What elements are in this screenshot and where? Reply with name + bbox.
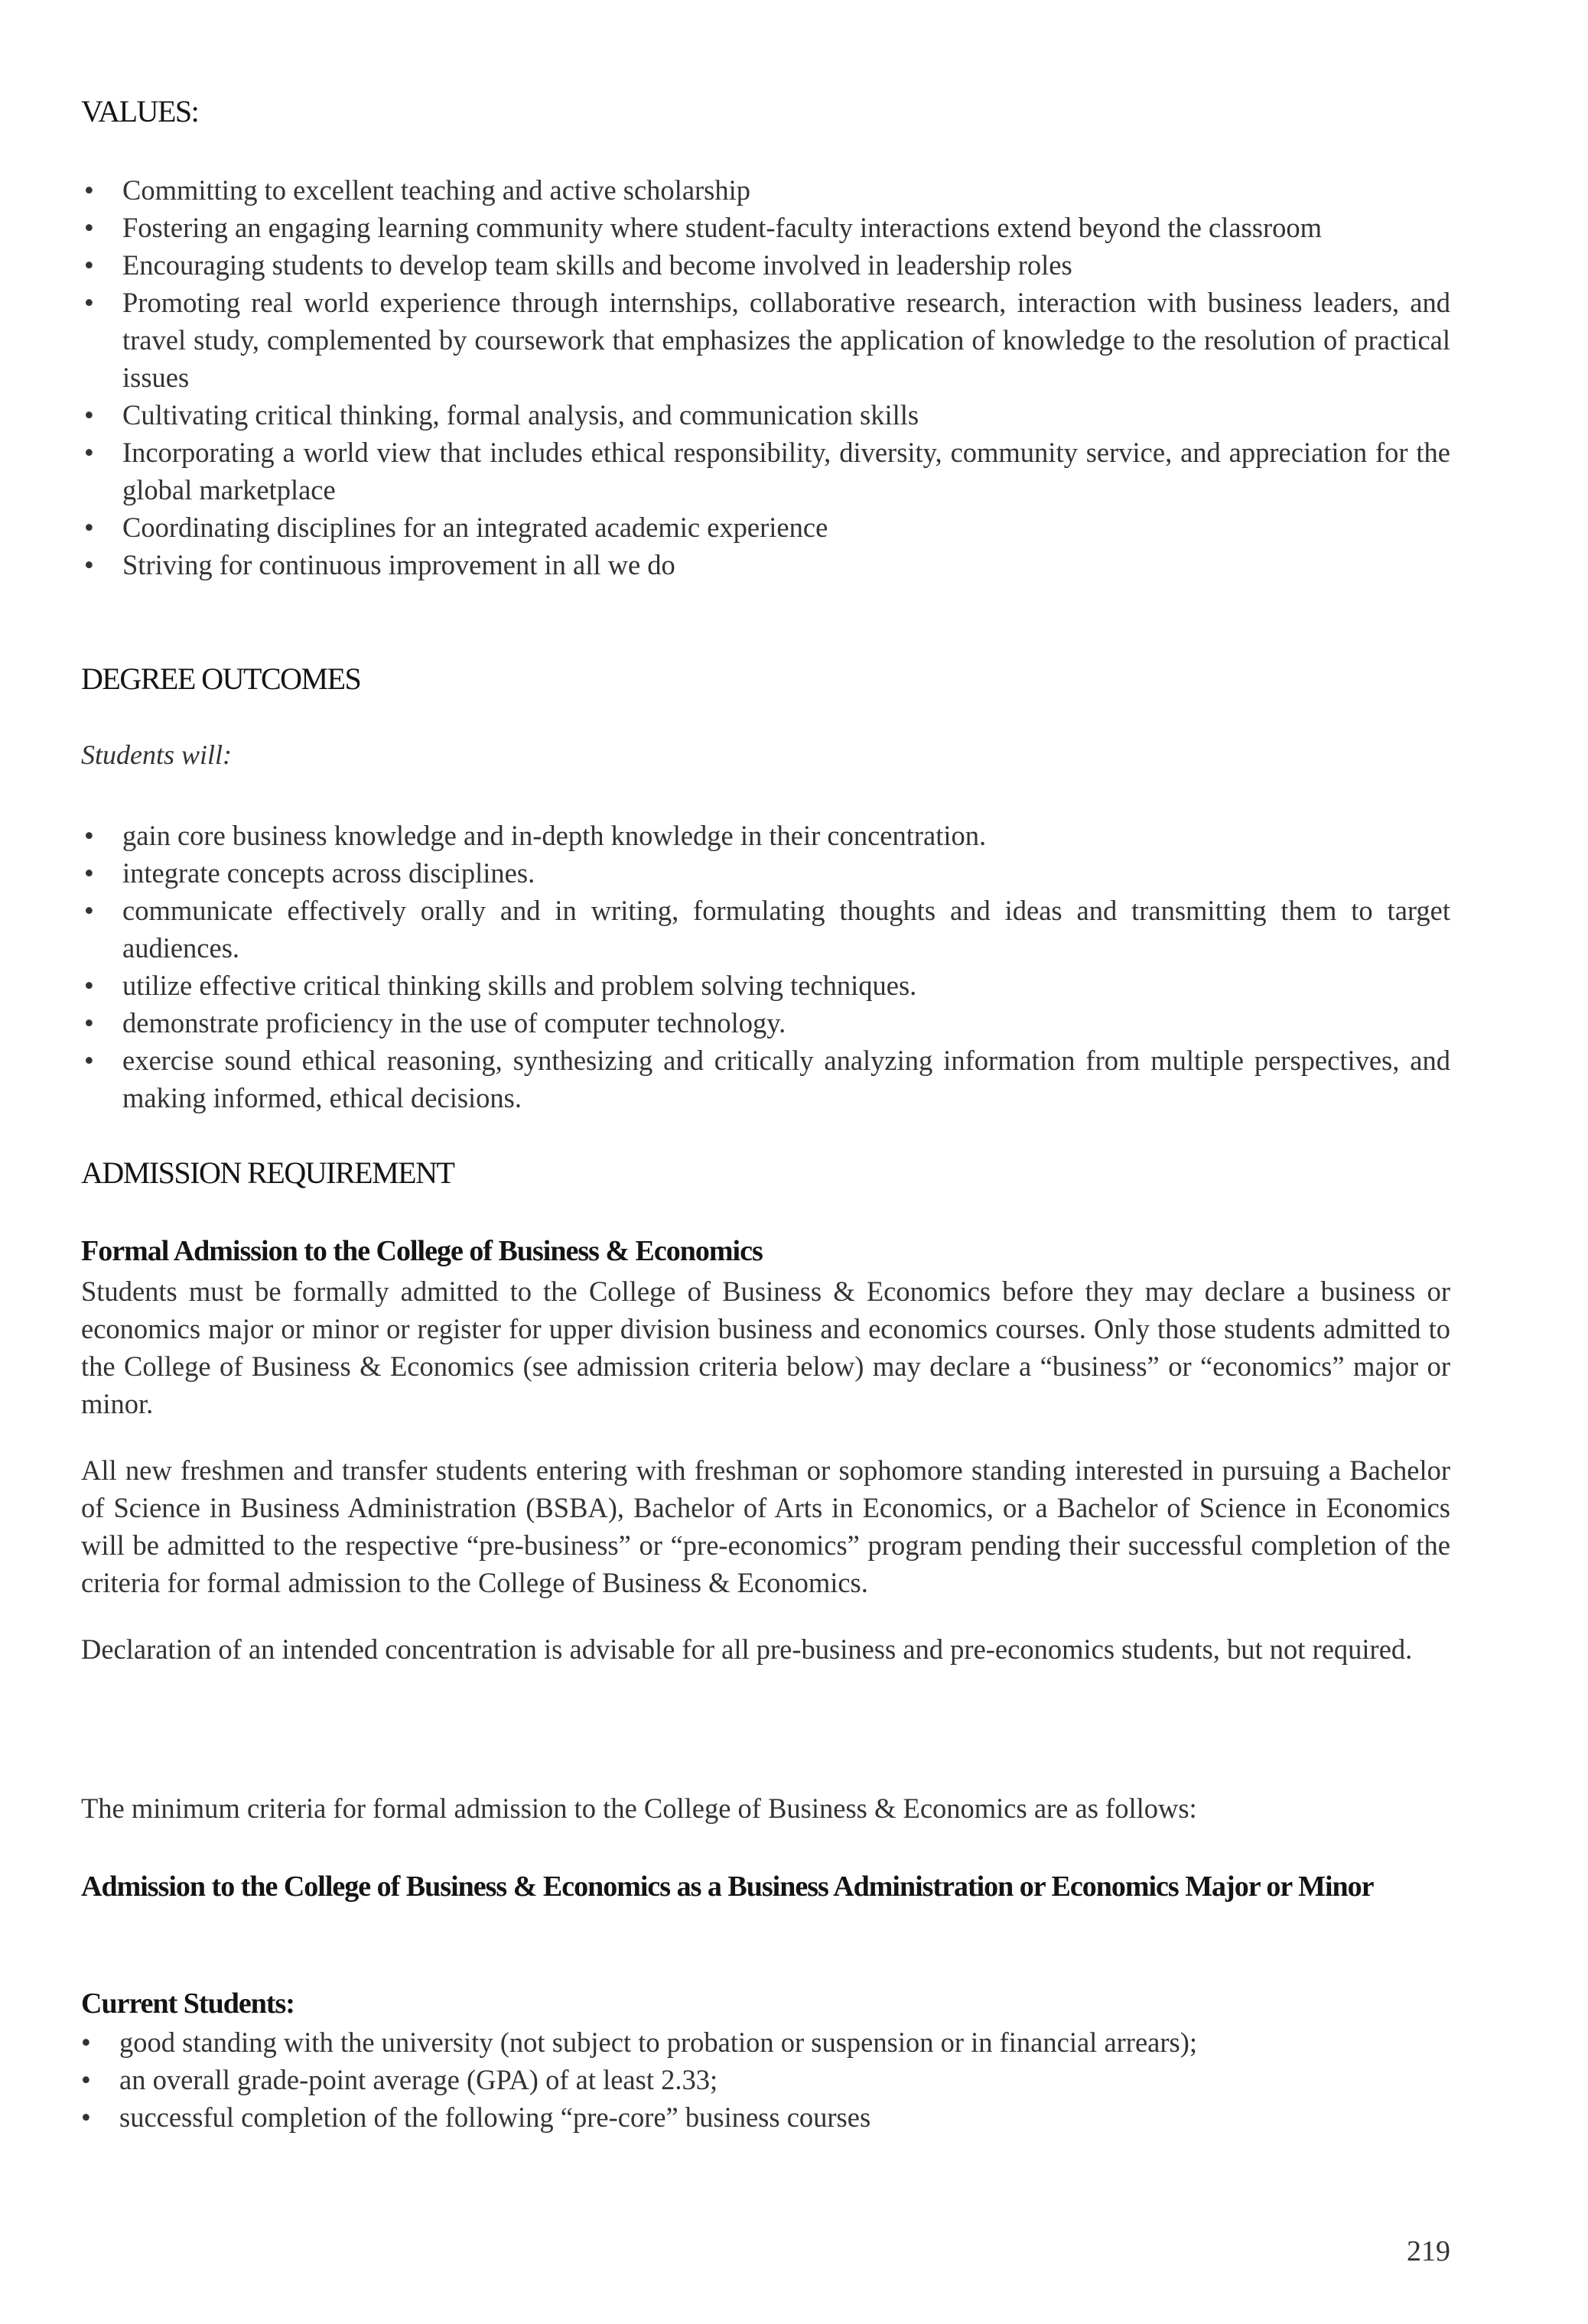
page-number: 219 <box>1407 2235 1450 2267</box>
admission-paragraph-1: Students must be formally admitted to the College of Business & Economics before they may declare a business or economics major or minor or register for upper division business and economics courses. Only those students admitted to the College of Business & Economics (see admission criteria below) may declare a “business” or “economics” major or minor. <box>81 1276 1450 1419</box>
current-students-list <box>119 2023 1447 2136</box>
students-will-lead: Students will: <box>81 739 232 770</box>
values-item-7: • Coordinating disciplines for an integrated academic experience <box>122 509 1450 546</box>
degree-outcomes-heading: DEGREE OUTCOMES <box>81 661 361 696</box>
values-item-8: • Striving for continuous improvement in all we do <box>122 546 1450 583</box>
major-minor-admission-heading: Admission to the College of Business & Economics as a Business Administration or Economics Major or Minor <box>81 1871 1374 1903</box>
values-item-6: • Incorporating a world view that includes ethical responsibility, diversity, community service, and appreciation for the global marketplace <box>122 434 1450 509</box>
outcome-item-5: • demonstrate proficiency in the use of computer technology. <box>122 1004 1450 1042</box>
outcome-item-6: • exercise sound ethical reasoning, synthesizing and critically analyzing information from multiple perspectives, and making informed, ethical decisions. <box>122 1042 1450 1116</box>
current-students-item-2: • an overall grade-point average (GPA) of at least 2.33; <box>119 2061 1447 2098</box>
current-students-item-1: • good standing with the university (not subject to probation or suspension or in financial arrears); <box>119 2023 1447 2061</box>
admission-paragraph-2: All new freshmen and transfer students entering with freshman or sophomore standing interested in pursuing a Bachelor of Science in Business Administration (BSBA), Bachelor of Arts in Economics, or a Bachelor of Science in Economics will be admitted to the respective “pre-business” or “pre-economics” program pending their successful completion of the criteria for formal admission to the College of Business & Economics. <box>81 1455 1450 1598</box>
admission-requirement-heading: ADMISSION REQUIREMENT <box>81 1155 454 1190</box>
degree-outcomes-list <box>122 817 1450 1116</box>
outcome-item-4: • utilize effective critical thinking skills and problem solving techniques. <box>122 967 1450 1004</box>
outcome-item-2: • integrate concepts across disciplines. <box>122 854 1450 892</box>
values-heading: VALUES: <box>81 94 199 128</box>
formal-admission-heading: Formal Admission to the College of Business & Economics <box>81 1235 763 1267</box>
values-item-5: • Cultivating critical thinking, formal analysis, and communication skills <box>122 396 1450 434</box>
values-list <box>122 171 1450 583</box>
admission-paragraph-3: Declaration of an intended concentration is advisable for all pre-business and pre-economics students, but not required. <box>81 1633 1413 1665</box>
current-students-heading: Current Students: <box>81 1988 294 2020</box>
current-students-item-3: • successful completion of the following “pre-core” business courses <box>119 2098 1447 2136</box>
values-item-1: • Committing to excellent teaching and active scholarship <box>122 171 1450 209</box>
admission-paragraph-4: The minimum criteria for formal admission to the College of Business & Economics are as follows: <box>81 1793 1197 1824</box>
values-item-2: • Fostering an engaging learning community where student-faculty interactions extend beyond the classroom <box>122 209 1450 246</box>
outcome-item-1: • gain core business knowledge and in-depth knowledge in their concentration. <box>122 817 1450 854</box>
values-item-3: • Encouraging students to develop team skills and become involved in leadership roles <box>122 246 1450 284</box>
values-item-4: • Promoting real world experience through internships, collaborative research, interaction with business leaders, and travel study, complemented by coursework that emphasizes the application of knowledge to the resolution of practical issues <box>122 284 1450 396</box>
outcome-item-3: • communicate effectively orally and in writing, formulating thoughts and ideas and transmitting them to target audiences. <box>122 892 1450 967</box>
